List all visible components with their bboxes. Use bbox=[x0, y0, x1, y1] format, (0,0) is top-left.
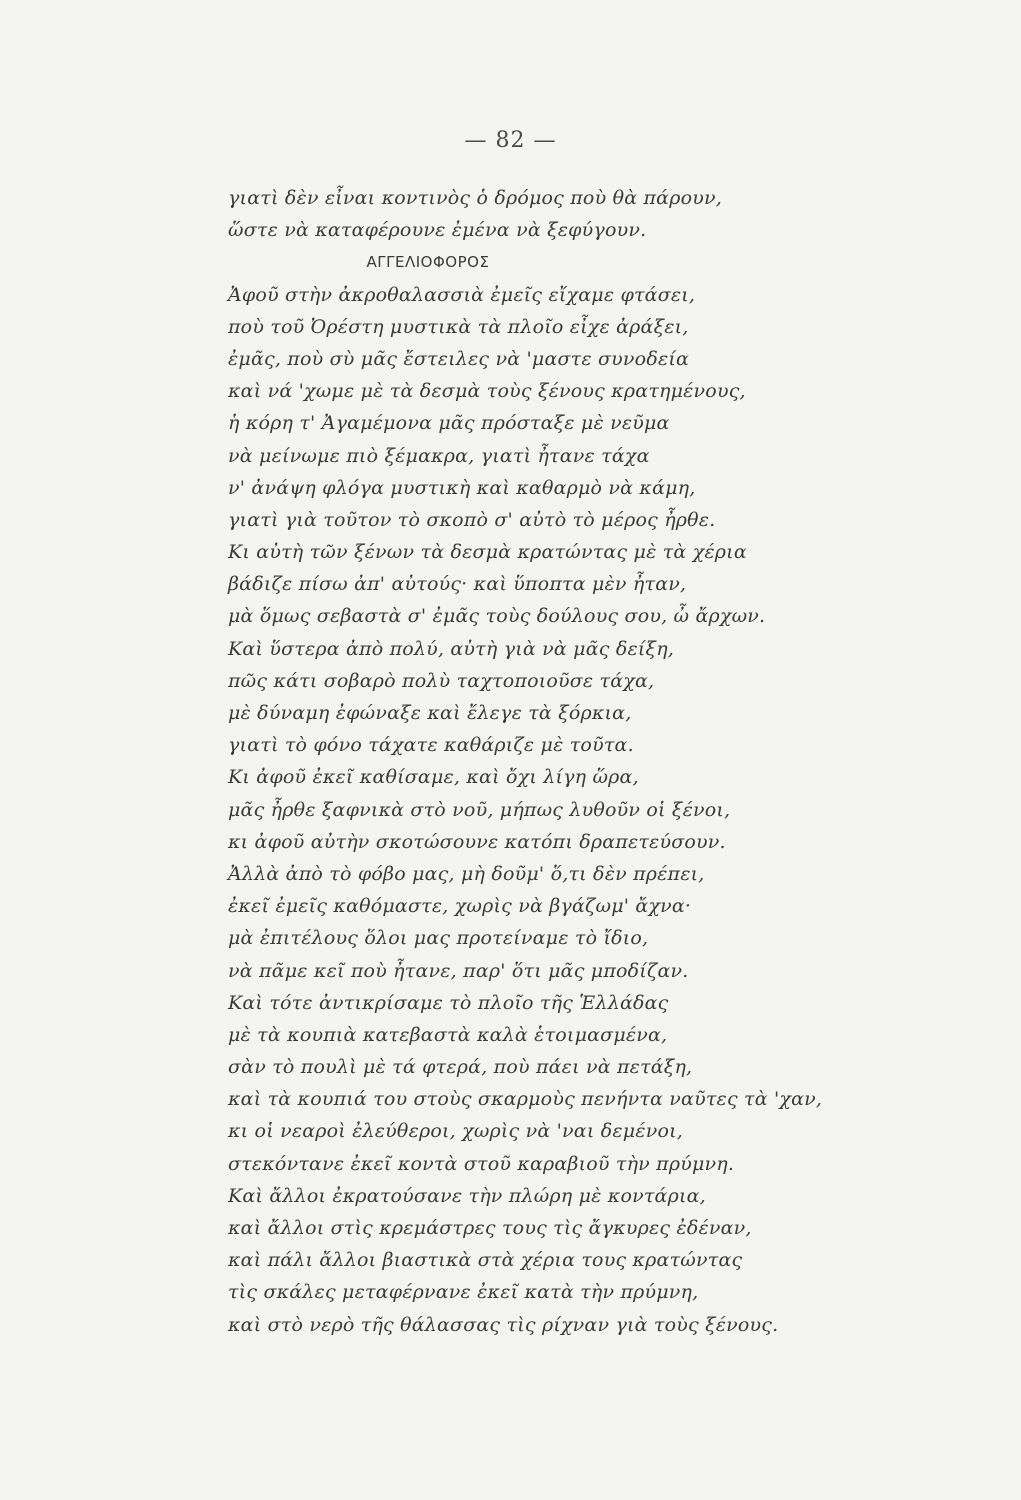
verse-line: Ἀλλὰ ἀπὸ τὸ φόβο μας, μὴ δοῦμ' ὅ,τι δὲν πρέπει, bbox=[228, 862, 705, 885]
verse-line: ν' ἀνάψη φλόγα μυστικὴ καὶ καθαρμὸ νὰ κάμη, bbox=[228, 476, 696, 499]
verse-line: Κι ἀφοῦ ἐκεῖ καθίσαμε, καὶ ὄχι λίγη ὥρα, bbox=[228, 766, 639, 789]
verse-line: μὰ ὅμως σεβαστὰ σ' ἐμᾶς τοὺς δούλους σου, ὦ ἄρχων. bbox=[228, 605, 766, 628]
verse-line: στεκόντανε ἐκεῖ κοντὰ στοῦ καραβιοῦ τὴν πρύμνη. bbox=[228, 1152, 735, 1175]
verse-line: ἐκεῖ ἐμεῖς καθόμαστε, χωρὶς νὰ βγάζωμ' ἄχνα· bbox=[228, 895, 692, 918]
speaker-heading: ΑΓΓΕΛΙΟΦΟΡΟΣ bbox=[366, 253, 490, 272]
verse-line: ποὺ τοῦ Ὀρέστη μυστικὰ τὰ πλοῖο εἶχε ἀράξει, bbox=[228, 315, 689, 338]
verse-line: Ἀφοῦ στὴν ἀκροθαλασσιὰ ἐμεῖς εἴχαμε φτάσει, bbox=[228, 283, 696, 306]
verse-line: βάδιζε πίσω ἀπ' αὐτούς· καὶ ὕποπτα μὲν ἦταν, bbox=[228, 573, 687, 596]
verse-line: καὶ τὰ κουπιά του στοὺς σκαρμοὺς πενήντα ναῦτες τὰ 'χαν, bbox=[228, 1088, 823, 1111]
verse-text bbox=[228, 182, 928, 1341]
verse-line: γιατὶ δὲν εἶναι κοντινὸς ὁ δρόμος ποὺ θὰ πάρουν, bbox=[228, 187, 722, 209]
verse-line: πῶς κάτι σοβαρὸ πολὺ ταχτοποιοῦσε τάχα, bbox=[228, 669, 655, 692]
verse-line: μᾶς ἦρθε ξαφνικὰ στὸ νοῦ, μήπως λυθοῦν οἱ ξένοι, bbox=[228, 798, 731, 821]
verse-line: κι ἀφοῦ αὐτὴν σκοτώσουνε κατόπι δραπετεύσουν. bbox=[228, 830, 726, 853]
verse-line: καὶ νά 'χωμε μὲ τὰ δεσμὰ τοὺς ξένους κρατημένους, bbox=[228, 380, 746, 403]
page-number: — 82 — bbox=[464, 128, 557, 153]
verse-line: Καὶ ἄλλοι ἐκρατούσανε τὴν πλώρη μὲ κοντάρια, bbox=[228, 1184, 706, 1207]
verse-line: μὲ τὰ κουπιὰ κατεβαστὰ καλὰ ἑτοιμασμένα, bbox=[228, 1023, 668, 1046]
verse-line: ἐμᾶς, ποὺ σὺ μᾶς ἔστειλες νὰ 'μαστε συνοδεία bbox=[228, 347, 690, 370]
verse-line: Καὶ ὕστερα ἀπὸ πολύ, αὐτὴ γιὰ νὰ μᾶς δείξη, bbox=[228, 637, 675, 660]
verse-line: μὰ ἐπιτέλους ὅλοι μας προτείναμε τὸ ἴδιο, bbox=[228, 927, 649, 950]
verse-line: καὶ στὸ νερὸ τῆς θάλασσας τὶς ρίχναν γιὰ τοὺς ξένους. bbox=[228, 1313, 779, 1336]
verse-line: ἡ κόρη τ' Ἀγαμέμονα μᾶς πρόσταξε μὲ νεῦμα bbox=[228, 412, 670, 435]
verse-line: Κι αὐτὴ τῶν ξένων τὰ δεσμὰ κρατώντας μὲ τὰ χέρια bbox=[228, 541, 747, 564]
verse-line: καὶ πάλι ἄλλοι βιαστικὰ στὰ χέρια τους κρατώντας bbox=[228, 1249, 743, 1272]
verse-line: καὶ ἄλλοι στὶς κρεμάστρες τους τὶς ἄγκυρες ἐδέναν, bbox=[228, 1217, 752, 1239]
verse-line: Καὶ τότε ἀντικρίσαμε τὸ πλοῖο τῆς Ἑλλάδας bbox=[228, 991, 669, 1014]
verse-line: τὶς σκάλες μεταφέρνανε ἐκεῖ κατὰ τὴν πρύμνη, bbox=[228, 1281, 699, 1304]
verse-line: μὲ δύναμη ἐφώναξε καὶ ἔλεγε τὰ ξόρκια, bbox=[228, 702, 632, 724]
verse-line: κι οἱ νεαροὶ ἐλεύθεροι, χωρὶς νὰ 'ναι δεμένοι, bbox=[228, 1120, 683, 1143]
verse-line: νὰ μείνωμε πιὸ ξέμακρα, γιατὶ ἦτανε τάχα bbox=[228, 444, 650, 467]
verse-line: γιατὶ γιὰ τοῦτον τὸ σκοπὸ σ' αὐτὸ τὸ μέρος ἦρθε. bbox=[228, 508, 716, 531]
verse-line: γιατὶ τὸ φόνο τάχατε καθάριζε μὲ τοῦτα. bbox=[228, 734, 634, 757]
verse-line: ὥστε νὰ καταφέρουνε ἐμένα νὰ ξεφύγουν. bbox=[228, 219, 647, 242]
verse-line: νὰ πᾶμε κεῖ ποὺ ἦτανε, παρ' ὅτι μᾶς μποδίζαν. bbox=[228, 959, 689, 982]
verse-line: σὰν τὸ πουλὶ μὲ τά φτερά, ποὺ πάει νὰ πετάξη, bbox=[228, 1056, 693, 1079]
